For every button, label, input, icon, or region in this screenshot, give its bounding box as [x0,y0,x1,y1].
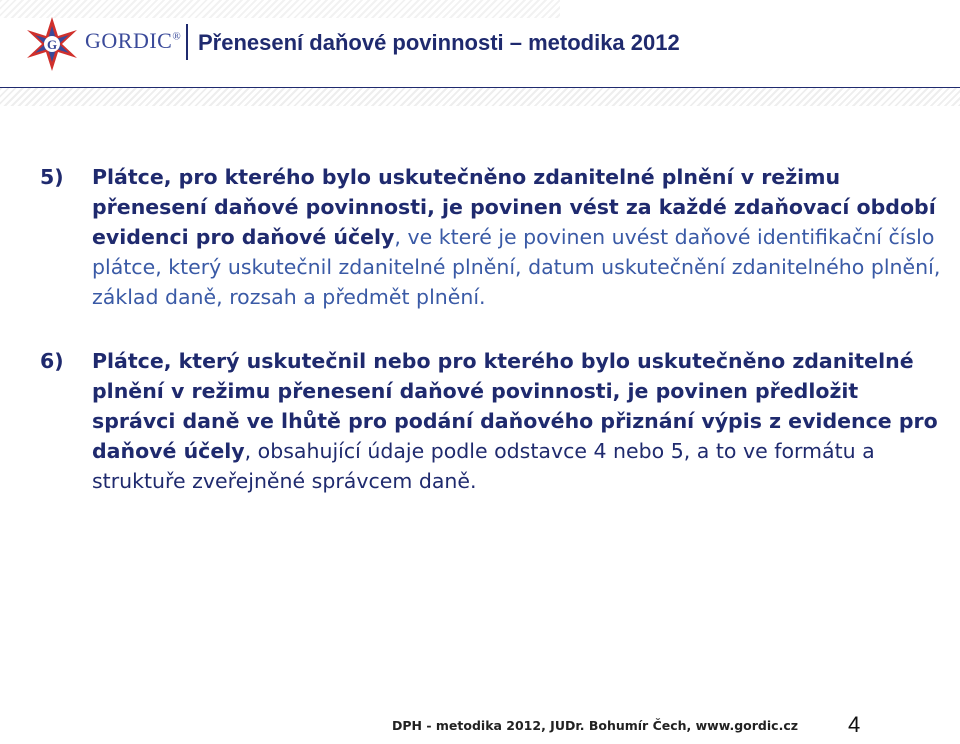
item-bold-text: Plátce, který uskutečnil nebo pro kterého bylo uskutečněno zdanitelné plnění v režimu přenesení daňové povinnosti, je povinen předložit správci daně ve lhůtě pro podání daňového přiznání výpis z evidence pro daňové účely [92,349,938,463]
list-item [40,346,945,496]
page-number: 4 [848,712,861,737]
list-item [40,162,945,312]
brand-name: GORDIC® [85,28,182,53]
item-number: 6) [40,349,64,373]
slide-content [40,162,945,496]
item-bold-text: Plátce, pro kterého bylo uskutečněno zdanitelné plnění v režimu přenesení daňové povinnosti, je povinen vést za každé zdaňovací období evidenci pro daňové účely [92,165,936,249]
item-regular-text: , obsahující údaje podle odstavce 4 nebo 5, a to ve formátu a struktuře zveřejněné správcem daně. [92,439,875,493]
header [0,0,960,100]
page-title: Přenesení daňové povinnosti – metodika 2012 [198,30,680,55]
header-divider [186,24,188,60]
item-number: 5) [40,165,64,189]
item-text [92,162,945,312]
item-regular-text: , ve které je povinen uvést daňové identifikační číslo plátce, který uskutečnil zdanitelné plnění, datum uskutečnění zdanitelného plnění, základ daně, rozsah a předmět plnění. [92,225,941,309]
header-pattern-bottom [0,88,960,106]
gordic-star-logo-icon [24,16,80,72]
header-pattern [0,0,560,18]
item-text [92,346,945,496]
svg-text:G: G [46,37,58,52]
footer-text: DPH - metodika 2012, JUDr. Bohumír Čech, www.gordic.cz [392,718,799,733]
